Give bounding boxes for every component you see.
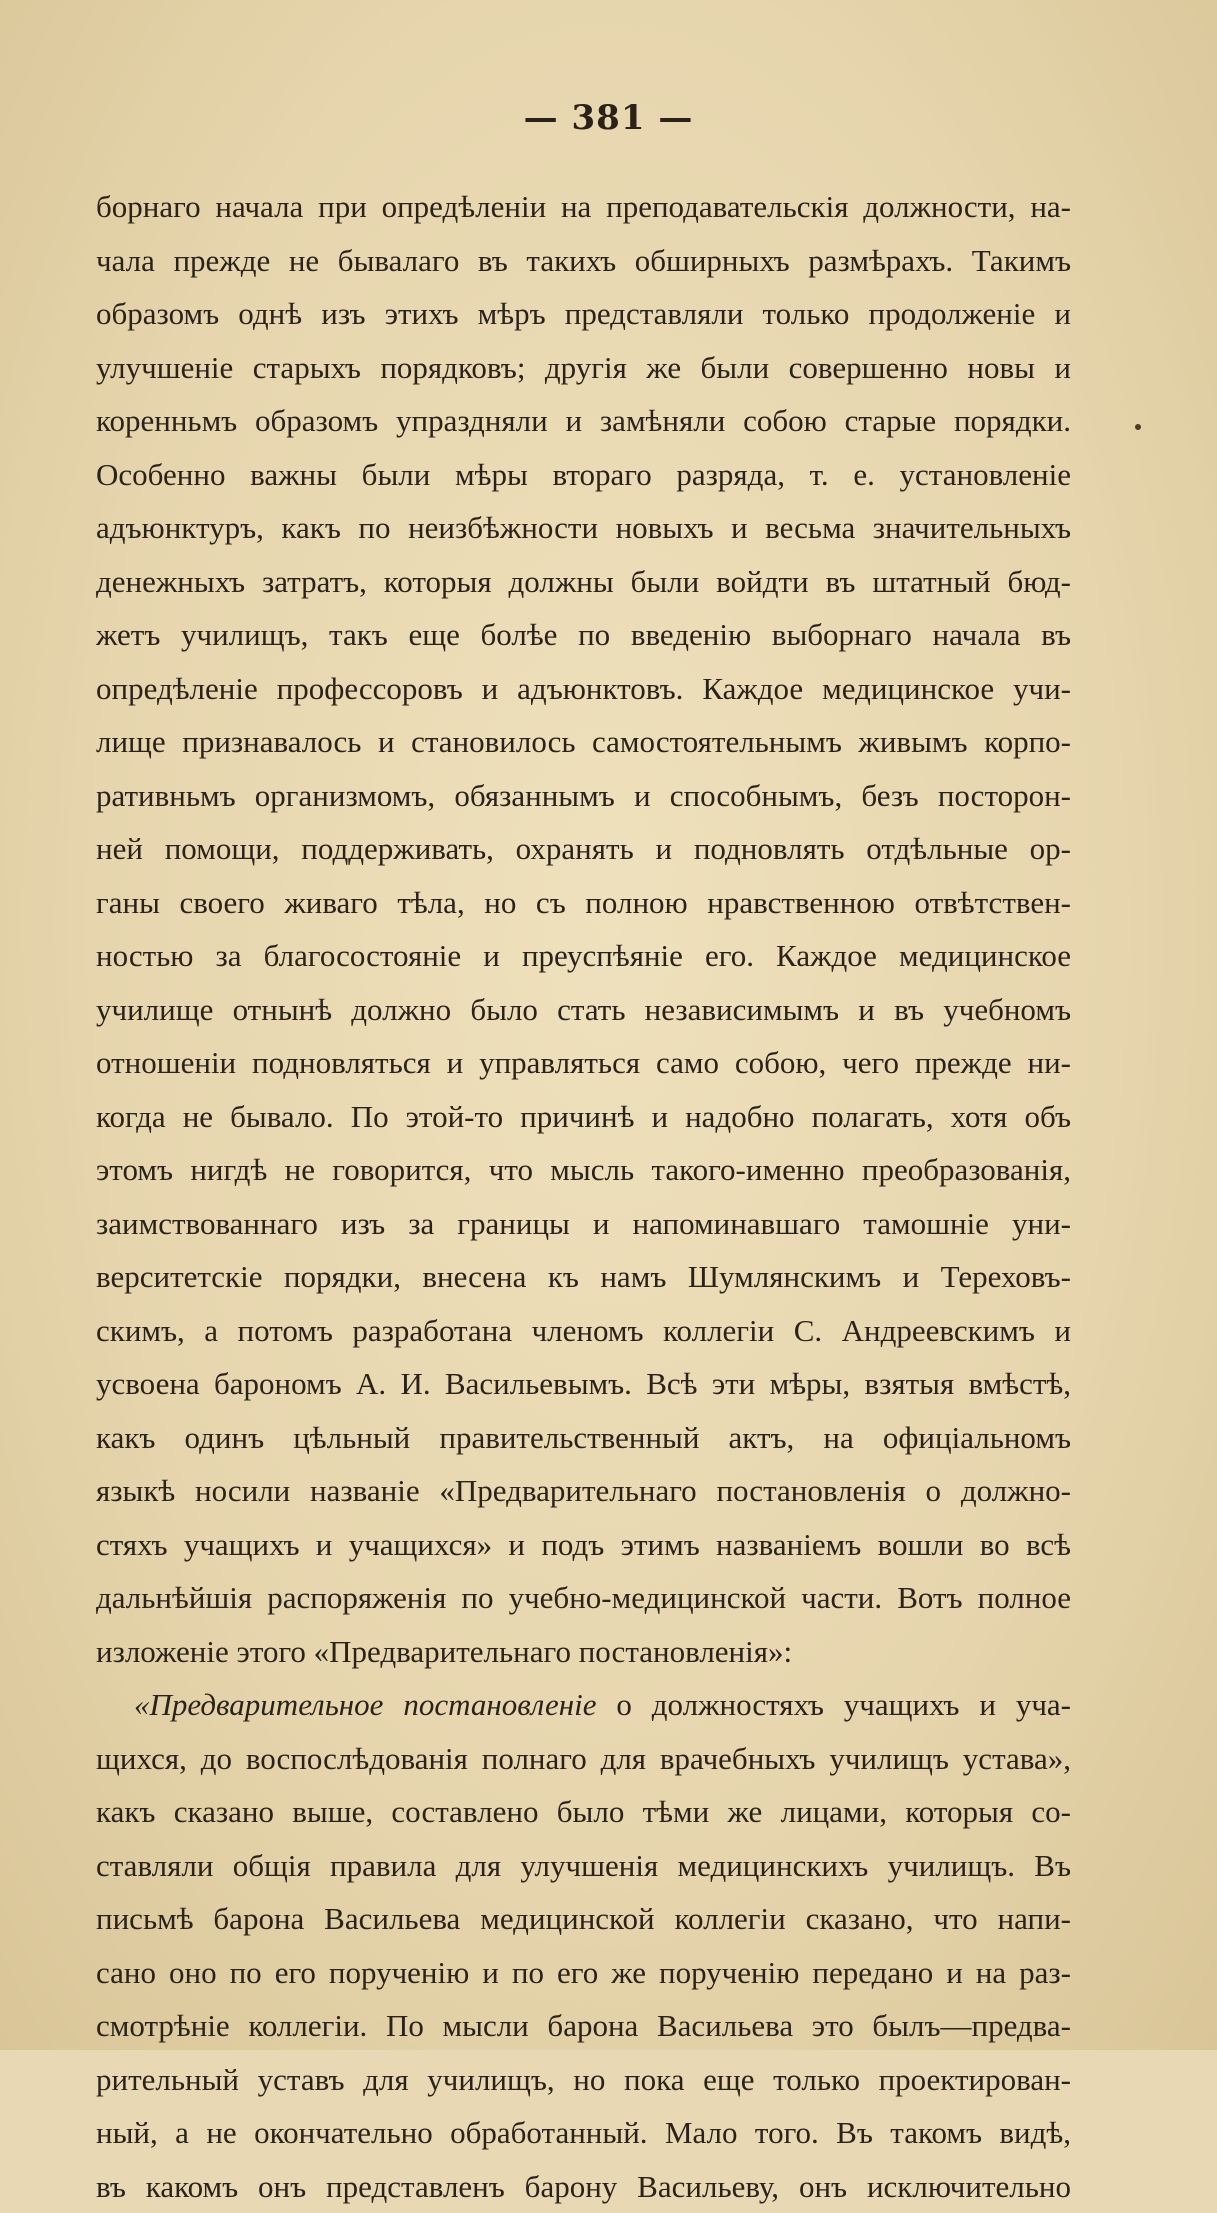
text-line: сано оно по его порученію и по его же порученію передано и на раз-: [96, 1946, 1071, 2000]
text-line: письмѣ барона Васильева медицинской коллегіи сказано, что напи-: [96, 1892, 1071, 1946]
text-line: денежныхъ затратъ, которыя должны были войдти въ штатный бюд-: [96, 555, 1071, 609]
text-line: улучшеніе старыхъ порядковъ; другія же были совершенно новы и: [96, 341, 1071, 395]
text-line: адъюнктуръ, какъ по неизбѣжности новыхъ и весьма значительныхъ: [96, 501, 1071, 555]
text-line: скимъ, а потомъ разработана членомъ коллегіи С. Андреевскимъ и: [96, 1304, 1071, 1358]
text-line: ней помощи, поддерживать, охранять и подновлять отдѣльные ор-: [96, 822, 1071, 876]
text-line: опредѣленіе профессоровъ и адъюнктовъ. Каждое медицинское учи-: [96, 662, 1071, 716]
text-line: коренньмъ образомъ упраздняли и замѣняли собою старые порядки.: [96, 394, 1071, 448]
text-line: стяхъ учащихъ и учащихся» и подъ этимъ названіемъ вошли во всѣ: [96, 1518, 1071, 1572]
text-line: верситетскіе порядки, внесена къ намъ Шумлянскимъ и Тереховъ-: [96, 1250, 1071, 1304]
text-line: ставляли общія правила для улучшенія медицинскихъ училищъ. Въ: [96, 1839, 1071, 1893]
text-line: какъ сказано выше, составлено было тѣми же лицами, которыя со-: [96, 1785, 1071, 1839]
text-line: ганы своего живаго тѣла, но съ полною нравственною отвѣтствен-: [96, 876, 1071, 930]
text-line: образомъ однѣ изъ этихъ мѣръ представляли только продолженіе и: [96, 287, 1071, 341]
paragraph-first-line: [96, 1678, 1071, 1732]
text-line: усвоена барономъ А. И. Васильевымъ. Всѣ эти мѣры, взятыя вмѣстѣ,: [96, 1357, 1071, 1411]
text-line: отношеніи подновляться и управляться само собою, чего прежде ни-: [96, 1036, 1071, 1090]
text-line: когда не бывало. По этой-то причинѣ и надобно полагать, хотя объ: [96, 1090, 1071, 1144]
ink-speck: [1135, 424, 1141, 430]
text-line: лище признавалось и становилось самостоятельнымъ живымъ корпо-: [96, 715, 1071, 769]
text-line: дальнѣйшія распоряженія по учебно-медицинской части. Вотъ полное: [96, 1571, 1071, 1625]
text-line: этомъ нигдѣ не говорится, что мысль такого-именно преобразованія,: [96, 1143, 1071, 1197]
text-line: ративньмъ организмомъ, обязаннымъ и способнымъ, безъ посторон-: [96, 769, 1071, 823]
text-line: рительный уставъ для училищъ, но пока еще только проектирован-: [96, 2053, 1071, 2107]
text-line: какъ одинъ цѣльный правительственный актъ, на офиціальномъ: [96, 1411, 1071, 1465]
text-line: щихся, до воспослѣдованія полнаго для врачебныхъ училищъ устава»,: [96, 1732, 1071, 1786]
text-line: смотрѣніе коллегіи. По мысли барона Васильева это былъ—предва-: [96, 1999, 1071, 2053]
text-line: ный, а не окончательно обработанный. Мало того. Въ такомъ видѣ,: [96, 2106, 1071, 2160]
text-line: борнаго начала при опредѣленіи на преподавательскія должности, на-: [96, 180, 1071, 234]
text-line: чала прежде не бывалаго въ такихъ обширныхъ размѣрахъ. Такимъ: [96, 234, 1071, 288]
text-line: ностью за благосостояніе и преуспѣяніе его. Каждое медицинское: [96, 929, 1071, 983]
body-text: [96, 180, 1071, 2213]
text-line: Особенно важны были мѣры втораго разряда, т. е. установленіе: [96, 448, 1071, 502]
text-line: языкѣ носили названіе «Предварительнаго постановленія о должно-: [96, 1464, 1071, 1518]
text-line: жетъ училищъ, такъ еще болѣе по введенію выборнаго начала въ: [96, 608, 1071, 662]
paragraph-first-line-rest: о должностяхъ учащихъ и уча-: [597, 1687, 1072, 1722]
text-line: въ какомъ онъ представленъ барону Васильеву, онъ исключительно: [96, 2160, 1071, 2213]
page-number: — 381 —: [0, 98, 1217, 138]
text-line: училище отнынѣ должно было стать независимымъ и въ учебномъ: [96, 983, 1071, 1037]
italic-heading: «Предварительное постановленіе: [134, 1687, 597, 1722]
text-line: заимствованнаго изъ за границы и напоминавшаго тамошніе уни-: [96, 1197, 1071, 1251]
text-line-paragraph-end: изложеніе этого «Предварительнаго постановленія»:: [96, 1625, 1071, 1679]
